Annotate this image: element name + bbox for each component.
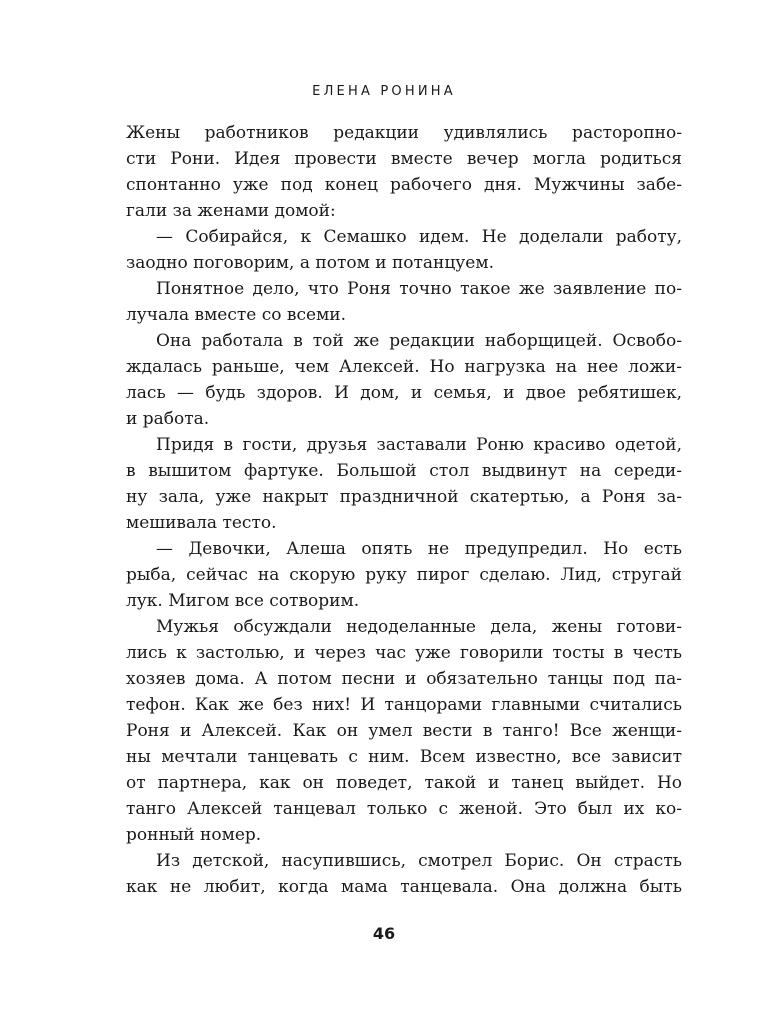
text-line: Придя в гости, друзья заставали Роню красиво одетой,: [156, 435, 682, 455]
text-line: заодно поговорим, а потом и потанцуем.: [126, 253, 494, 273]
text-line: Мужья обсуждали недоделанные дела, жены готови-: [156, 617, 682, 637]
text-line: в вышитом фартуке. Большой стол выдвинут на середи-: [126, 461, 682, 481]
text-line: тефон. Как же без них! И танцорами главными считались: [126, 695, 682, 715]
text-line: Жены работников редакции удивлялись расторопно-: [126, 123, 682, 143]
text-line: Понятное дело, что Роня точно такое же заявление по-: [156, 279, 682, 299]
text-line: спонтанно уже под конец рабочего дня. Мужчины забе-: [126, 175, 682, 195]
text-line: сти Рони. Идея провести вместе вечер могла родиться: [126, 149, 682, 169]
text-line: Она работала в той же редакции наборщицей. Освобо-: [156, 331, 682, 351]
text-line: — Собирайся, к Семашко идем. Не доделали работу,: [156, 227, 682, 247]
text-line: Роня и Алексей. Как он умел вести в танго! Все женщи-: [126, 721, 682, 741]
text-line: лась — будь здоров. И дом, и семья, и двое ребятишек,: [126, 383, 682, 403]
text-line: ждалась раньше, чем Алексей. Но нагрузка на нее ложи-: [126, 357, 682, 377]
text-line: — Девочки, Алеша опять не предупредил. Но есть: [156, 539, 682, 559]
text-line: лись к застолью, и через час уже говорили тосты в честь: [126, 643, 682, 663]
text-line: ны мечтали танцевать с ним. Всем известно, все зависит: [126, 747, 682, 767]
text-line: лучала вместе со всеми.: [126, 305, 347, 325]
text-line: как не любит, когда мама танцевала. Она должна быть: [126, 877, 682, 897]
text-line: лук. Мигом все сотворим.: [126, 591, 360, 611]
text-line: танго Алексей танцевал только с женой. Это был их ко-: [126, 799, 682, 819]
page-number: 46: [372, 924, 396, 943]
running-head-author: ЕЛЕНА РОНИНА: [312, 84, 456, 99]
text-line: ронный номер.: [126, 825, 262, 845]
text-line: Из детской, насупившись, смотрел Борис. Он страсть: [156, 851, 682, 871]
text-line: мешивала тесто.: [126, 513, 277, 533]
text-line: от партнера, как он поведет, такой и танец выйдет. Но: [126, 773, 682, 793]
text-line: гали за женами домой:: [126, 201, 336, 221]
text-line: рыба, сейчас на скорую руку пирог сделаю. Лид, стругай: [126, 565, 682, 585]
text-line: и работа.: [126, 409, 210, 429]
text-line: ну зала, уже накрыт праздничной скатертью, а Роня за-: [126, 487, 682, 507]
text-line: хозяев дома. А потом песни и обязательно танцы под па-: [126, 669, 682, 689]
body-text: [126, 120, 682, 900]
